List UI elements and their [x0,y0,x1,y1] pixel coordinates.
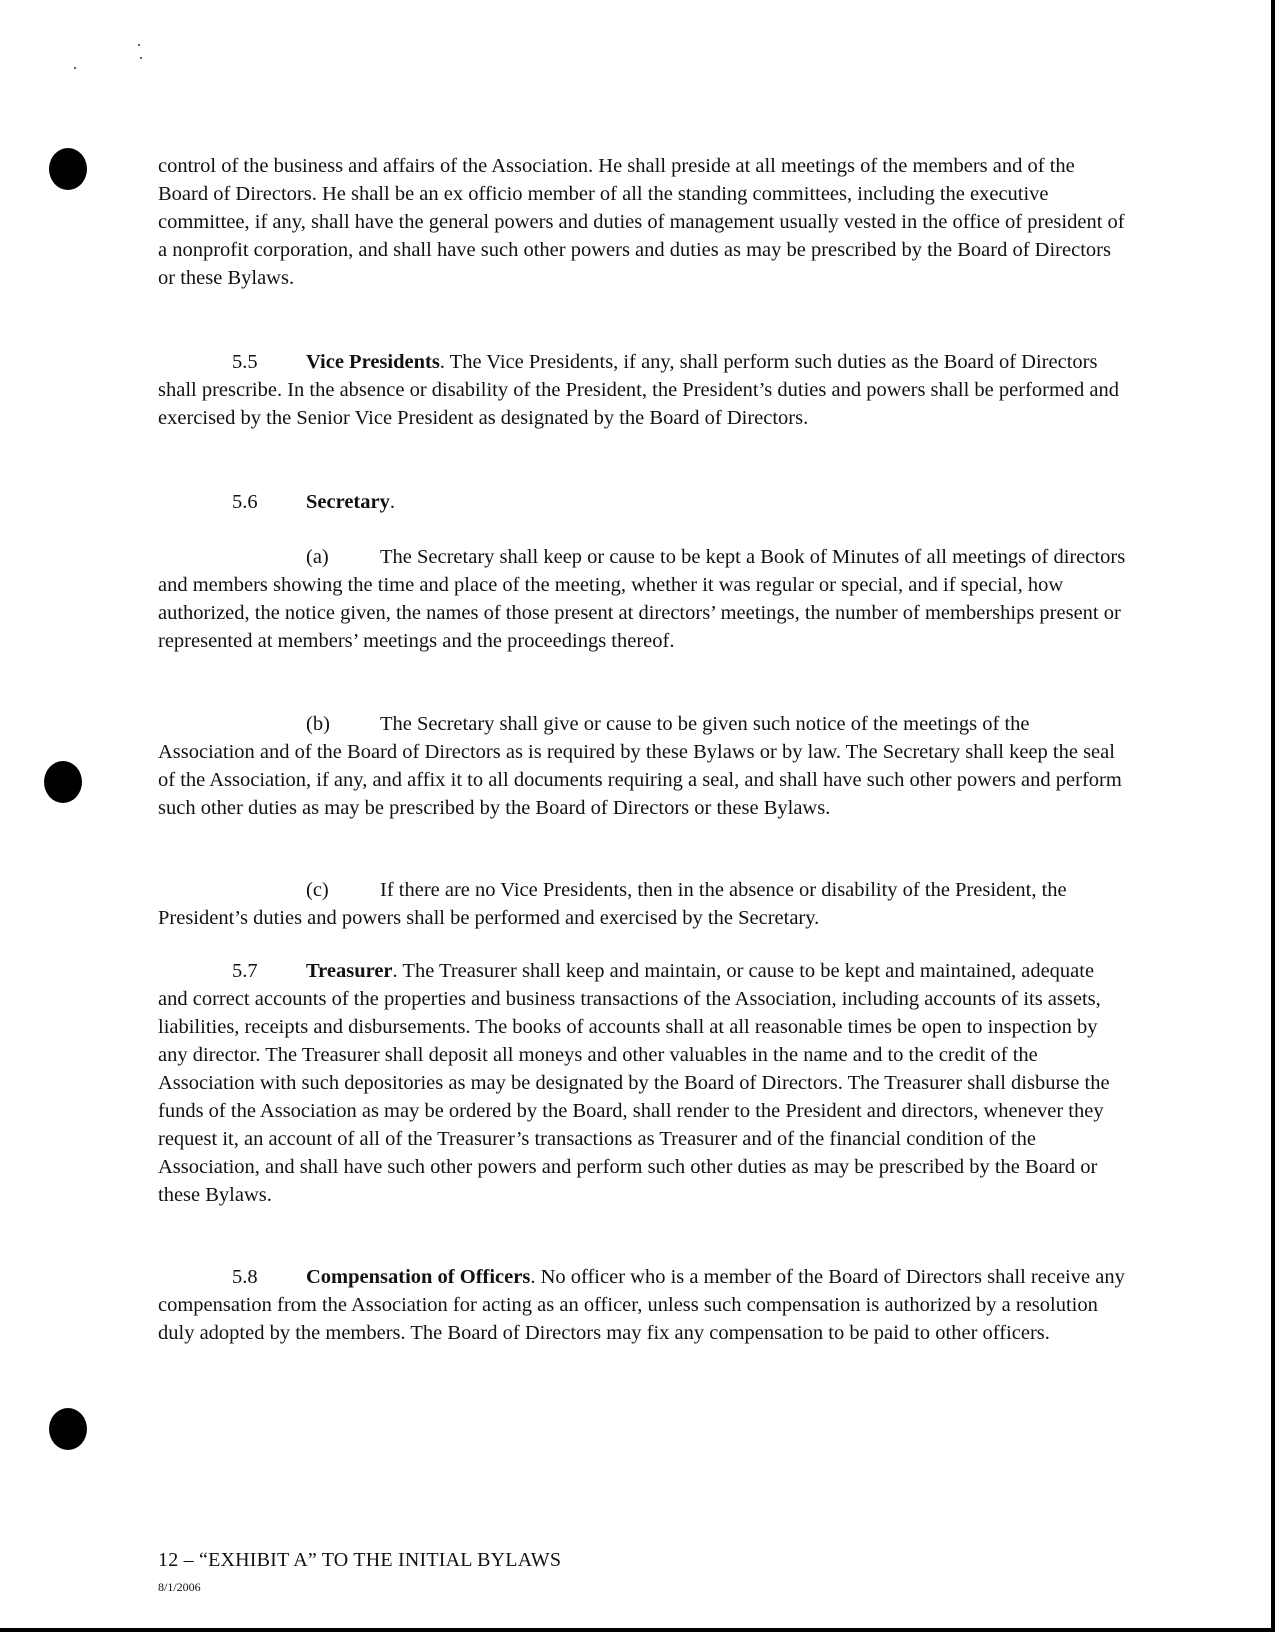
section-5-5-paragraph [158,348,1128,432]
section-heading: Secretary [306,491,390,513]
subsection-c-paragraph [158,876,1128,932]
section-5-7-paragraph [158,957,1128,1209]
section-number: 5.7 [232,960,258,982]
section-5-6-c [158,876,1128,932]
section-heading: Vice Presidents [306,351,440,373]
section-body: . The Treasurer shall keep and maintain, or cause to be kept and maintained, adequate and correct accounts of the properties and business transactions of the Association, including accounts of its assets, liabilities, receipts and disbursements. The books of accounts shall at all reasonable times be open to inspection by any director. The Treasurer shall deposit all moneys and other valuables in the name and to the credit of the Association with such depositories as may be designated by the Board of Directors. The Treasurer shall disburse the funds of the Association as may be ordered by the Board, shall render to the President and directors, whenever they request it, an account of all of the Treasurer’s transactions as Treasurer and of the financial condition of the Association, and shall have such other powers and perform such other duties as may be prescribed by the Board or these Bylaws. [158,960,1110,1206]
section-5-7 [158,957,1128,1209]
section-5-5 [158,348,1128,432]
section-body: . The Vice Presidents, if any, shall perform such duties as the Board of Directors shall prescribe. In the absence or disability of the President, the President’s duties and powers shall be performed and exercised by the Senior Vice President as designated by the Board of Directors. [158,351,1119,429]
subsection-label: (a) [306,546,329,568]
subsection-label: (b) [306,713,330,735]
section-number: 5.6 [232,491,258,513]
section-5-6-a [158,543,1128,655]
subsection-body: If there are no Vice Presidents, then in the absence or disability of the President, the President’s duties and powers shall be performed and exercised by the Secretary. [158,879,1067,929]
subsection-a-paragraph [158,543,1128,655]
section-heading: Treasurer [306,960,393,982]
document-body [158,152,1128,292]
section-body: . No officer who is a member of the Board of Directors shall receive any compensation from the Association for acting as an officer, unless such compensation is authorized by a resolution duly adopted by the members. The Board of Directors may fix any compensation to be paid to other officers. [158,1266,1125,1344]
section-5-8-paragraph [158,1263,1128,1347]
punch-hole-middle [44,761,82,803]
punch-hole-top [49,148,87,190]
section-heading: Compensation of Officers [306,1266,531,1288]
section-number: 5.5 [232,351,258,373]
section-5-6-heading-line [158,488,1128,516]
section-number: 5.8 [232,1266,258,1288]
subsection-b-paragraph [158,710,1128,822]
scan-speck [140,57,142,59]
footer-date: 8/1/2006 [158,1580,201,1594]
section-5-8 [158,1263,1128,1347]
continuation-paragraph: control of the business and affairs of the Association. He shall preside at all meetings of the members and of the Board of Directors. He shall be an ex officio member of all the standing committees, including the executive committee, if any, shall have the general powers and duties of management usually vested in the office of president of a nonprofit corporation, and shall have such other powers and duties as may be prescribed by the Board of Directors or these Bylaws. [158,155,1125,289]
punch-hole-bottom [49,1408,87,1450]
subsection-body: The Secretary shall keep or cause to be kept a Book of Minutes of all meetings of directors and members showing the time and place of the meeting, whether it was regular or special, and if special, how authorized, the notice given, the names of those present at directors’ meetings, the number of memberships present or represented at members’ meetings and the proceedings thereof. [158,546,1126,652]
footer-title: 12 – “EXHIBIT A” TO THE INITIAL BYLAWS [158,1549,562,1571]
section-5-6-b [158,710,1128,822]
scan-speck [138,44,140,46]
section-5-6 [158,488,1128,516]
subsection-body: The Secretary shall give or cause to be given such notice of the meetings of the Association and of the Board of Directors as is required by these Bylaws or by law. The Secretary shall keep the seal of the Association, if any, and affix it to all documents requiring a seal, and shall have such other powers and perform such other duties as may be prescribed by the Board of Directors or these Bylaws. [158,713,1122,819]
scan-speck [74,67,76,69]
subsection-label: (c) [306,879,329,901]
section-heading-suffix: . [389,491,395,513]
